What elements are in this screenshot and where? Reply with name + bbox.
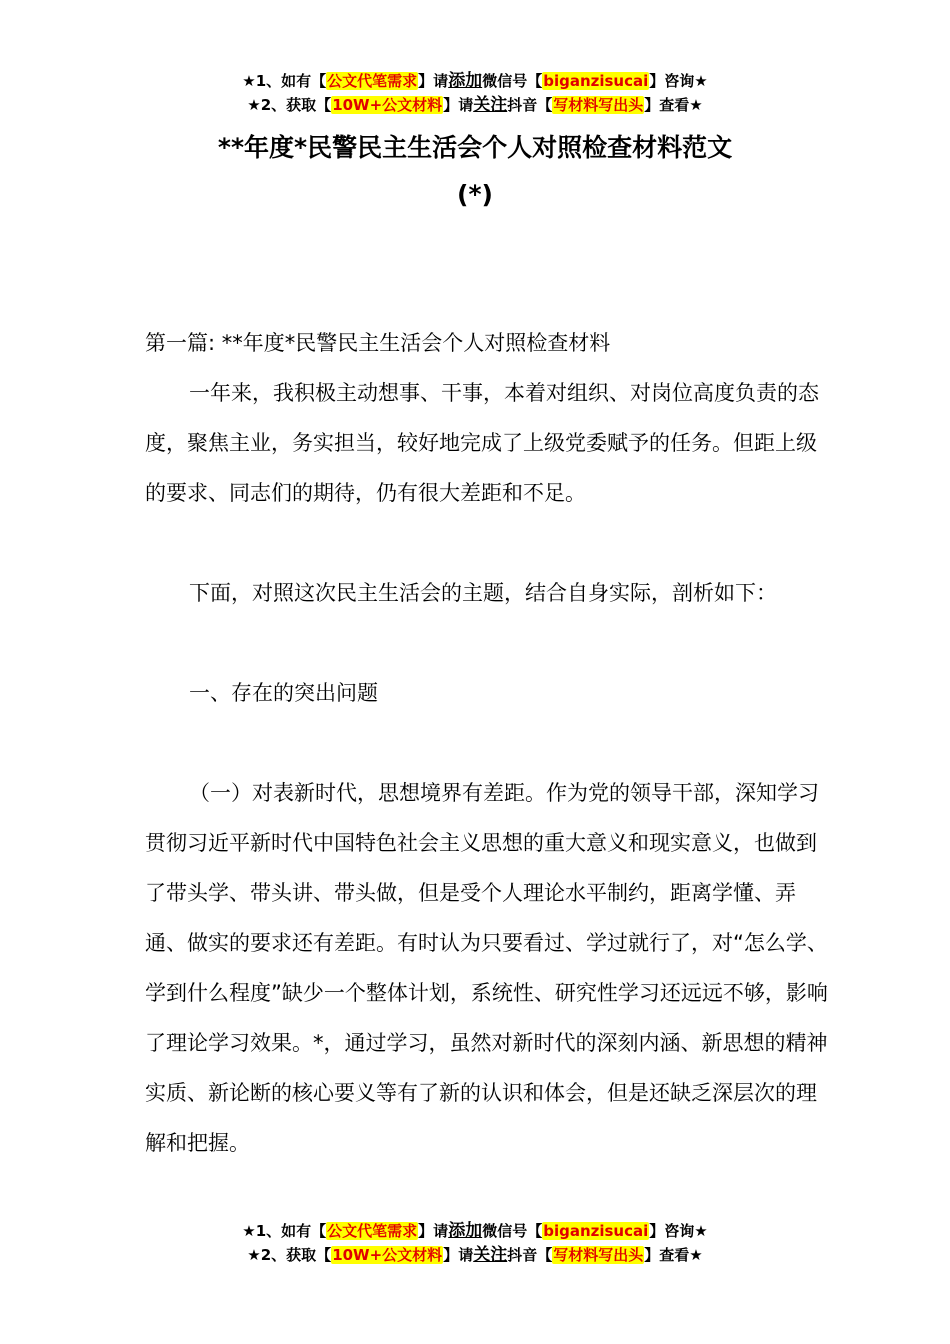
- ad-emphasis: 关注: [473, 95, 508, 115]
- ad-text: 】咨询★: [649, 1222, 708, 1240]
- header-ad-line-2: [0, 94, 950, 118]
- footer-ad: [0, 1220, 950, 1268]
- ad-text: ★2、获取【: [247, 1246, 332, 1264]
- ad-highlight-douyin: 写材料写出头: [553, 1246, 644, 1264]
- ad-highlight: 公文代笔需求: [327, 1222, 418, 1240]
- paragraph: 一年来，我积极主动想事、干事，本着对组织、对岗位高度负责的态度，聚焦主业，务实担当，较好地完成了上级党委赋予的任务。但距上级的要求、同志们的期待，仍有很大差距和不足。: [145, 381, 819, 505]
- ad-text: ★1、如有【: [242, 72, 327, 90]
- document-body: [145, 318, 835, 1168]
- paragraph: （一）对表新时代，思想境界有差距。作为党的领导干部，深知学习贯彻习近平新时代中国特色社会主义思想的重大意义和现实意义，也做到了带头学、带头讲、带头做，但是受个人理论水平制约，距离学懂、弄通、做实的要求还有差距。有时认为只要看过、学过就行了，对“怎么学、学到什么程度”缺少一个整体计划，系统性、研究性学习还远远不够，影响了理论学习效果。*，通过学习，虽然对新时代的深刻内涵、新思想的精神实质、新论断的核心要义等有了新的认识和体会，但是还缺乏深层次的理解和把握。: [145, 781, 828, 1155]
- ad-highlight-wechat: biganzisucai: [543, 72, 649, 90]
- ad-text: 】请: [418, 1222, 449, 1240]
- ad-emphasis: 添加: [448, 1221, 483, 1241]
- ad-text: 】请: [443, 96, 474, 114]
- header-ad-line-1: [0, 70, 950, 94]
- footer-ad-line-1: [0, 1220, 950, 1244]
- ad-text: 】查看★: [644, 96, 703, 114]
- ad-text: 】咨询★: [649, 72, 708, 90]
- ad-text: 】请: [418, 72, 449, 90]
- ad-text: ★1、如有【: [242, 1222, 327, 1240]
- subsection-heading: 一、存在的突出问题: [189, 681, 378, 705]
- footer-ad-line-2: [0, 1244, 950, 1268]
- ad-highlight: 公文代笔需求: [327, 72, 418, 90]
- ad-text: 抖音【: [507, 96, 553, 114]
- ad-highlight: 10W+公文材料: [332, 1246, 443, 1264]
- ad-text: 】请: [443, 1246, 474, 1264]
- header-ad: [0, 70, 950, 118]
- page-title-suffix: (*): [457, 180, 493, 209]
- ad-text: 微信号【: [482, 72, 543, 90]
- page-title: **年度*民警民主生活会个人对照检查材料范文: [217, 133, 733, 162]
- ad-emphasis: 添加: [448, 71, 483, 91]
- ad-text: ★2、获取【: [247, 96, 332, 114]
- paragraph: 下面，对照这次民主生活会的主题，结合自身实际，剖析如下：: [189, 581, 777, 605]
- ad-text: 抖音【: [507, 1246, 553, 1264]
- section-heading: 第一篇: **年度*民警民主生活会个人对照检查材料: [145, 331, 611, 355]
- ad-highlight-douyin: 写材料写出头: [553, 96, 644, 114]
- ad-text: 微信号【: [482, 1222, 543, 1240]
- ad-highlight: 10W+公文材料: [332, 96, 443, 114]
- ad-highlight-wechat: biganzisucai: [543, 1222, 649, 1240]
- ad-text: 】查看★: [644, 1246, 703, 1264]
- ad-emphasis: 关注: [473, 1245, 508, 1265]
